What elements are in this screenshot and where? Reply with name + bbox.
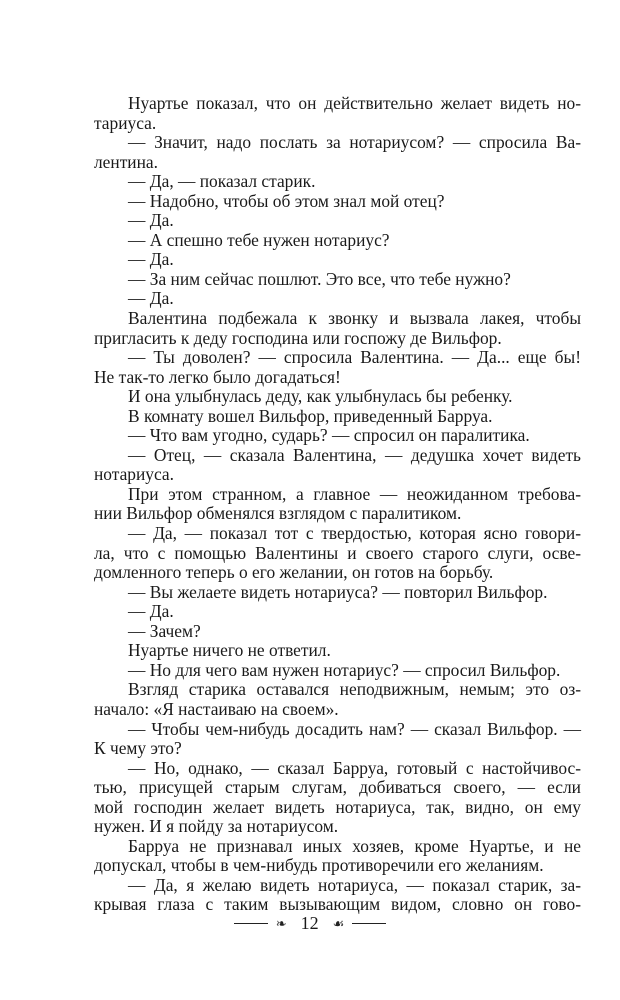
- text-line: — Да.: [128, 288, 174, 309]
- text-line: Валентина подбежала к звонку и вызвала лакея, чтобы: [128, 308, 581, 329]
- text-line: Барруа не признавал иных хозяев, кроме Нуартье, и не: [128, 835, 581, 856]
- text-line: лентина.: [94, 151, 158, 172]
- text-line: — Надобно, чтобы об этом знал мой отец?: [128, 190, 445, 211]
- text-line: — Отец, — сказала Валентина, — дедушка хочет видеть: [128, 444, 581, 465]
- text-line: — Да, — показал тот с твердостью, которая ясно говори-: [128, 523, 581, 544]
- text-line: — Да.: [128, 249, 174, 270]
- text-line: — Что вам угодно, сударь? — спросил он паралитика.: [128, 425, 530, 446]
- text-line: При этом странном, а главное — неожиданном требова-: [128, 483, 581, 504]
- fleuron-right-icon: ☙: [332, 915, 345, 931]
- text-line: — Да, я желаю видеть нотариуса, — показал старик, за-: [128, 874, 581, 895]
- fleuron-left-icon: ❧: [275, 915, 287, 931]
- text-line: Не так-то легко было догадаться!: [94, 366, 341, 387]
- text-line: крывая глаза с таким вызывающим видом, словно он гово-: [94, 894, 581, 915]
- page-number: 12: [300, 912, 319, 933]
- text-line: начало: «Я настаиваю на своем».: [94, 698, 339, 719]
- text-line: — Да.: [128, 601, 174, 622]
- footer-rule-left: [234, 923, 268, 924]
- text-line: — За ним сейчас пошлют. Это все, что тебе нужно?: [128, 268, 511, 289]
- text-line: Нуартье ничего не ответил.: [128, 640, 331, 661]
- text-line: В комнату вошел Вильфор, приведенный Барруа.: [128, 405, 493, 426]
- text-line: — Но, однако, — сказал Барруа, готовый с настойчивос-: [128, 757, 581, 778]
- body-text: [94, 94, 581, 915]
- text-line: домленного теперь о его желании, он готов на борьбу.: [94, 562, 494, 583]
- text-line: И она улыбнулась деду, как улыбнулась бы ребенку.: [128, 386, 513, 407]
- text-line: нужен. И я пойду за нотариусом.: [94, 816, 339, 837]
- text-line: К чему это?: [94, 738, 182, 759]
- text-line: — Значит, надо послать за нотариусом? — спросила Ва-: [128, 132, 581, 153]
- text-line: Взгляд старика оставался неподвижным, немым; это оз-: [128, 679, 581, 700]
- text-line: тариуса.: [94, 112, 157, 133]
- text-line: — Ты доволен? — спросила Валентина. — Да... еще бы!: [128, 347, 581, 368]
- text-line: нии Вильфор обменялся взглядом с паралитиком.: [94, 503, 462, 524]
- text-line: допускал, чтобы в чем-нибудь противоречили его желаниям.: [94, 855, 544, 876]
- page-footer: [0, 911, 620, 935]
- text-line: Нуартье показал, что он действительно желает видеть но-: [128, 93, 581, 113]
- text-line: — Да.: [128, 210, 174, 231]
- text-line: мой господин желает видеть нотариуса, так, видно, он ему: [94, 796, 581, 817]
- text-line: — Вы желаете видеть нотариуса? — повторил Вильфор.: [128, 581, 548, 602]
- text-line: — А спешно тебе нужен нотариус?: [128, 229, 390, 250]
- footer-rule-right: [352, 923, 386, 924]
- text-line: пригласить к деду господина или госпожу де Вильфор.: [94, 327, 502, 348]
- text-line: нотариуса.: [94, 464, 174, 485]
- text-line: ла, что с помощью Валентины и своего старого слуги, осве-: [94, 542, 581, 563]
- text-line: тью, присущей старым слугам, добиваться своего, — если: [94, 777, 581, 798]
- text-line: — Но для чего вам нужен нотариус? — спросил Вильфор.: [128, 659, 561, 680]
- text-line: — Чтобы чем-нибудь досадить нам? — сказал Вильфор. —: [128, 718, 581, 739]
- text-line: — Да, — показал старик.: [128, 171, 316, 192]
- text-line: — Зачем?: [128, 620, 201, 641]
